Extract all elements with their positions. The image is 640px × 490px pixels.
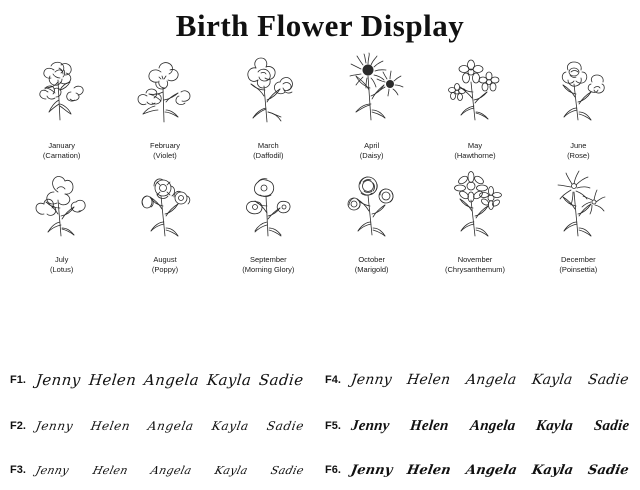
flower-cell-july (10, 162, 113, 274)
daffodil-icon (220, 48, 316, 140)
name-sample: Sadie (592, 417, 630, 434)
name-sample: Angela (149, 463, 193, 477)
name-sample: Helen (89, 419, 132, 433)
flower-label-november: November (Chrysanthemum) (444, 255, 505, 274)
violet-icon (117, 48, 213, 140)
name-sample: Helen (406, 462, 453, 478)
name-sample: Angela (464, 462, 519, 478)
name-sample: Sadie (587, 462, 631, 478)
flower-cell-june (527, 48, 630, 160)
name-sample: Kayla (213, 463, 250, 477)
font-code-f5: F5. (325, 420, 341, 432)
name-sample: Jenny (34, 419, 75, 433)
flower-label-october: October (Marigold) (354, 255, 389, 274)
font-code-f4: F4. (325, 374, 341, 386)
marigold-icon (324, 162, 420, 254)
name-sample: Kayla (206, 371, 253, 389)
font-names-f5 (351, 418, 635, 435)
page-title: Birth Flower Display (175, 8, 465, 43)
name-sample: Jenny (349, 462, 394, 478)
flower-cell-august (113, 162, 216, 274)
poppy-icon (117, 162, 213, 254)
name-sample: Sadie (265, 419, 306, 433)
birth-flower-display-page (0, 8, 640, 488)
flower-cell-january (10, 48, 113, 160)
name-sample: Jenny (35, 371, 82, 389)
chrysanthemum-icon (427, 162, 523, 254)
name-sample: Jenny (350, 417, 391, 434)
flower-grid (10, 48, 630, 274)
font-row-f1[interactable] (10, 360, 310, 400)
name-sample: Kayla (530, 462, 575, 478)
name-sample: Helen (406, 372, 452, 388)
flower-label-august: August (Poppy) (151, 255, 179, 274)
font-names-f4 (351, 372, 635, 388)
name-sample: Angela (468, 417, 517, 434)
font-row-f5[interactable] (325, 406, 635, 446)
font-row-f4[interactable] (325, 360, 635, 400)
flower-label-january: January (Carnation) (42, 141, 81, 160)
font-names-f3 (36, 464, 310, 477)
name-sample: Helen (87, 371, 137, 389)
hawthorne-icon (427, 48, 523, 140)
name-sample: Angela (147, 419, 196, 433)
name-sample: Jenny (349, 372, 393, 388)
flower-label-july: July (Lotus) (49, 255, 74, 274)
lotus-icon (14, 162, 110, 254)
name-sample: Sadie (258, 371, 305, 389)
rose-icon (530, 48, 626, 140)
font-row-f2[interactable] (10, 406, 310, 446)
flower-label-april: April (Daisy) (359, 141, 384, 160)
name-sample: Kayla (535, 417, 574, 434)
flower-label-december: December (Poinsettia) (559, 255, 598, 274)
font-row-f6[interactable] (325, 450, 635, 490)
font-row-f3[interactable] (10, 450, 310, 490)
name-sample: Kayla (531, 372, 574, 388)
flower-label-june: June (Rose) (567, 141, 590, 160)
font-code-f6: F6. (325, 464, 341, 476)
font-code-f3: F3. (10, 464, 26, 476)
font-names-f1 (36, 371, 310, 389)
flower-label-march: March (Daffodil) (253, 141, 284, 160)
morning-glory-icon (220, 162, 316, 254)
flower-cell-september (217, 162, 320, 274)
font-code-f2: F2. (10, 420, 26, 432)
name-sample: Helen (90, 463, 129, 477)
name-sample: Sadie (269, 463, 306, 477)
flower-cell-may (423, 48, 526, 160)
name-sample: Helen (409, 417, 450, 434)
font-sample-section (0, 346, 640, 488)
flower-cell-march (217, 48, 320, 160)
flower-cell-february (113, 48, 216, 160)
flower-cell-april (320, 48, 423, 160)
flower-label-september: September (Morning Glory) (242, 255, 295, 274)
flower-label-february: February (Violet) (149, 141, 180, 160)
poinsettia-icon (530, 162, 626, 254)
name-sample: Jenny (34, 463, 71, 477)
carnation-icon (14, 48, 110, 140)
flower-label-may: May (Hawthorne) (454, 141, 496, 160)
name-sample: Angela (143, 371, 201, 389)
name-sample: Sadie (587, 372, 631, 388)
font-names-f2 (36, 419, 310, 433)
daisy-icon (324, 48, 420, 140)
name-sample: Angela (465, 372, 518, 388)
flower-cell-november (423, 162, 526, 274)
font-code-f1: F1. (10, 374, 26, 386)
flower-cell-december (527, 162, 630, 274)
font-names-f6 (351, 463, 635, 478)
name-sample: Kayla (210, 419, 251, 433)
flower-cell-october (320, 162, 423, 274)
